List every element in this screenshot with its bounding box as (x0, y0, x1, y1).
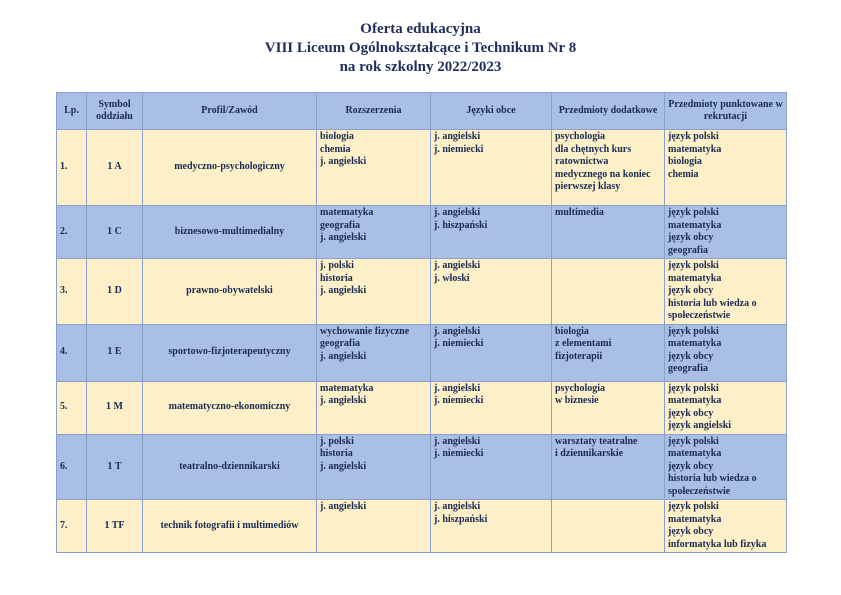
page-title (0, 20, 841, 77)
cell-line: j. angielski (434, 501, 481, 512)
cell-symbol: 1 D (87, 259, 143, 325)
cell-line: j. angielski (320, 501, 367, 512)
cell-line: i dziennikarskie (555, 448, 624, 459)
cell-line: język obcy (668, 350, 714, 362)
cell-line: fizjoterapii (555, 350, 603, 362)
table-row (57, 206, 787, 259)
cell-punktowane (665, 324, 787, 381)
header-profil: Profil/Zawód (143, 93, 317, 130)
cell-line: j. niemiecki (434, 143, 484, 155)
cell-dodatkowe (552, 259, 665, 325)
cell-profil: prawno-obywatelski (143, 259, 317, 325)
cell-profil: technik fotografii i multimediów (143, 500, 317, 553)
cell-line: j. angielski (434, 207, 481, 218)
cell-line: biologia (668, 156, 702, 167)
cell-line: w biznesie (555, 395, 599, 406)
table-row (57, 324, 787, 381)
cell-dodatkowe (552, 324, 665, 381)
cell-line: j. niemiecki (434, 448, 484, 459)
cell-punktowane (665, 206, 787, 259)
cell-lp: 3. (57, 259, 87, 325)
cell-line: z elementami (555, 338, 612, 349)
cell-jezyki (431, 434, 552, 500)
cell-lp: 2. (57, 206, 87, 259)
cell-punktowane (665, 434, 787, 500)
cell-profil: medyczno-psychologiczny (143, 130, 317, 206)
cell-line: geografia (668, 363, 708, 374)
cell-line: multimedia (555, 207, 604, 218)
cell-jezyki (431, 206, 552, 259)
table-row (57, 259, 787, 325)
cell-symbol: 1 E (87, 324, 143, 381)
header-lp: Lp. (57, 93, 87, 130)
cell-line: j. niemiecki (434, 395, 484, 406)
cell-line: historia (320, 448, 353, 459)
cell-dodatkowe (552, 206, 665, 259)
cell-jezyki (431, 130, 552, 206)
cell-lp: 5. (57, 381, 87, 434)
cell-line: język obcy (668, 285, 714, 296)
cell-line: matematyka (668, 219, 722, 231)
cell-profil: sportowo-fizjoterapeutyczny (143, 324, 317, 381)
cell-rozszerzenia (317, 381, 431, 434)
cell-line: j. angielski (434, 131, 481, 142)
cell-symbol: 1 M (87, 381, 143, 434)
header-rozszerzenia: Rozszerzenia (317, 93, 431, 130)
cell-line: dla chętnych kurs ratownictwa medycznego na koniec pierwszej klasy (555, 143, 651, 192)
cell-line: matematyka (668, 272, 722, 284)
cell-dodatkowe (552, 381, 665, 434)
cell-profil: teatralno-dziennikarski (143, 434, 317, 500)
cell-line: geografia (320, 219, 360, 231)
cell-line: biologia (555, 325, 589, 337)
cell-line: j. angielski (320, 395, 367, 406)
cell-dodatkowe (552, 130, 665, 206)
cell-rozszerzenia (317, 434, 431, 500)
cell-dodatkowe (552, 434, 665, 500)
cell-line: matematyka (668, 395, 722, 406)
cell-line: j. polski (320, 435, 354, 447)
cell-line: matematyka (668, 513, 722, 525)
cell-line: warsztaty teatralne (555, 435, 638, 447)
cell-line: język polski (668, 382, 719, 394)
header-dodatkowe: Przedmioty dodatkowe (552, 93, 665, 130)
cell-line: język polski (668, 260, 719, 271)
cell-symbol: 1 C (87, 206, 143, 259)
offer-table (56, 92, 787, 553)
title-line-3: na rok szkolny 2022/2023 (339, 59, 502, 75)
table-row (57, 130, 787, 206)
cell-line: j. angielski (320, 232, 367, 243)
cell-line: informatyka lub fizyka (668, 538, 767, 550)
table-row (57, 381, 787, 434)
cell-punktowane (665, 259, 787, 325)
cell-line: psychologia (555, 131, 606, 142)
cell-line: język polski (668, 207, 719, 218)
cell-line: j. hiszpański (434, 513, 488, 525)
cell-profil: matematyczno-ekonomiczny (143, 381, 317, 434)
cell-line: język angielski (668, 420, 732, 431)
title-line-1: Oferta edukacyjna (360, 21, 481, 37)
cell-line: j. niemiecki (434, 338, 484, 349)
cell-line: historia (320, 272, 353, 284)
header-jezyki: Języki obce (431, 93, 552, 130)
cell-symbol: 1 TF (87, 500, 143, 553)
cell-line: j. angielski (434, 325, 481, 337)
cell-line: matematyka (668, 143, 722, 155)
cell-line: j. angielski (320, 285, 367, 296)
cell-line: chemia (320, 143, 351, 155)
cell-line: j. angielski (320, 156, 367, 167)
cell-symbol: 1 T (87, 434, 143, 500)
cell-line: język polski (668, 325, 719, 337)
header-punktowane: Przedmioty punktowane w rekrutacji (665, 93, 787, 130)
cell-line: geografia (668, 244, 708, 256)
cell-symbol: 1 A (87, 130, 143, 206)
cell-lp: 4. (57, 324, 87, 381)
cell-line: język obcy (668, 526, 714, 537)
cell-jezyki (431, 500, 552, 553)
cell-line: język polski (668, 131, 719, 142)
cell-line: matematyka (320, 382, 374, 394)
cell-line: chemia (668, 168, 699, 180)
table-row (57, 434, 787, 500)
cell-line: j. polski (320, 260, 354, 271)
cell-rozszerzenia (317, 500, 431, 553)
cell-punktowane (665, 381, 787, 434)
cell-line: język polski (668, 435, 719, 447)
cell-line: j. hiszpański (434, 219, 488, 231)
cell-line: geografia (320, 338, 360, 349)
header-symbol: Symbol oddziału (87, 93, 143, 130)
cell-line: matematyka (320, 207, 374, 218)
cell-line: j. angielski (434, 382, 481, 394)
table-row (57, 500, 787, 553)
cell-line: język obcy (668, 407, 714, 419)
cell-lp: 1. (57, 130, 87, 206)
cell-punktowane (665, 130, 787, 206)
cell-punktowane (665, 500, 787, 553)
cell-line: j. angielski (320, 350, 367, 362)
cell-line: j. włoski (434, 272, 470, 284)
cell-rozszerzenia (317, 130, 431, 206)
cell-profil: biznesowo-multimedialny (143, 206, 317, 259)
cell-line: matematyka (668, 338, 722, 349)
cell-jezyki (431, 259, 552, 325)
cell-lp: 6. (57, 434, 87, 500)
cell-line: j. angielski (320, 460, 367, 472)
cell-rozszerzenia (317, 324, 431, 381)
cell-line: język obcy (668, 460, 714, 472)
cell-line: język polski (668, 501, 719, 512)
table-body (57, 130, 787, 553)
cell-dodatkowe (552, 500, 665, 553)
table-header-row (57, 93, 787, 130)
cell-line: j. angielski (434, 260, 481, 271)
title-line-2: VIII Liceum Ogólnokształcące i Technikum Nr 8 (264, 40, 577, 56)
cell-rozszerzenia (317, 259, 431, 325)
cell-jezyki (431, 381, 552, 434)
cell-line: biologia (320, 131, 354, 142)
cell-jezyki (431, 324, 552, 381)
cell-line: psychologia (555, 382, 606, 394)
cell-line: historia lub wiedza o społeczeństwie (668, 297, 757, 321)
cell-line: j. angielski (434, 435, 481, 447)
cell-line: historia lub wiedza o społeczeństwie (668, 473, 757, 497)
cell-lp: 7. (57, 500, 87, 553)
cell-line: język obcy (668, 232, 714, 243)
cell-line: wychowanie fizyczne (320, 325, 410, 337)
cell-line: matematyka (668, 448, 722, 459)
cell-rozszerzenia (317, 206, 431, 259)
